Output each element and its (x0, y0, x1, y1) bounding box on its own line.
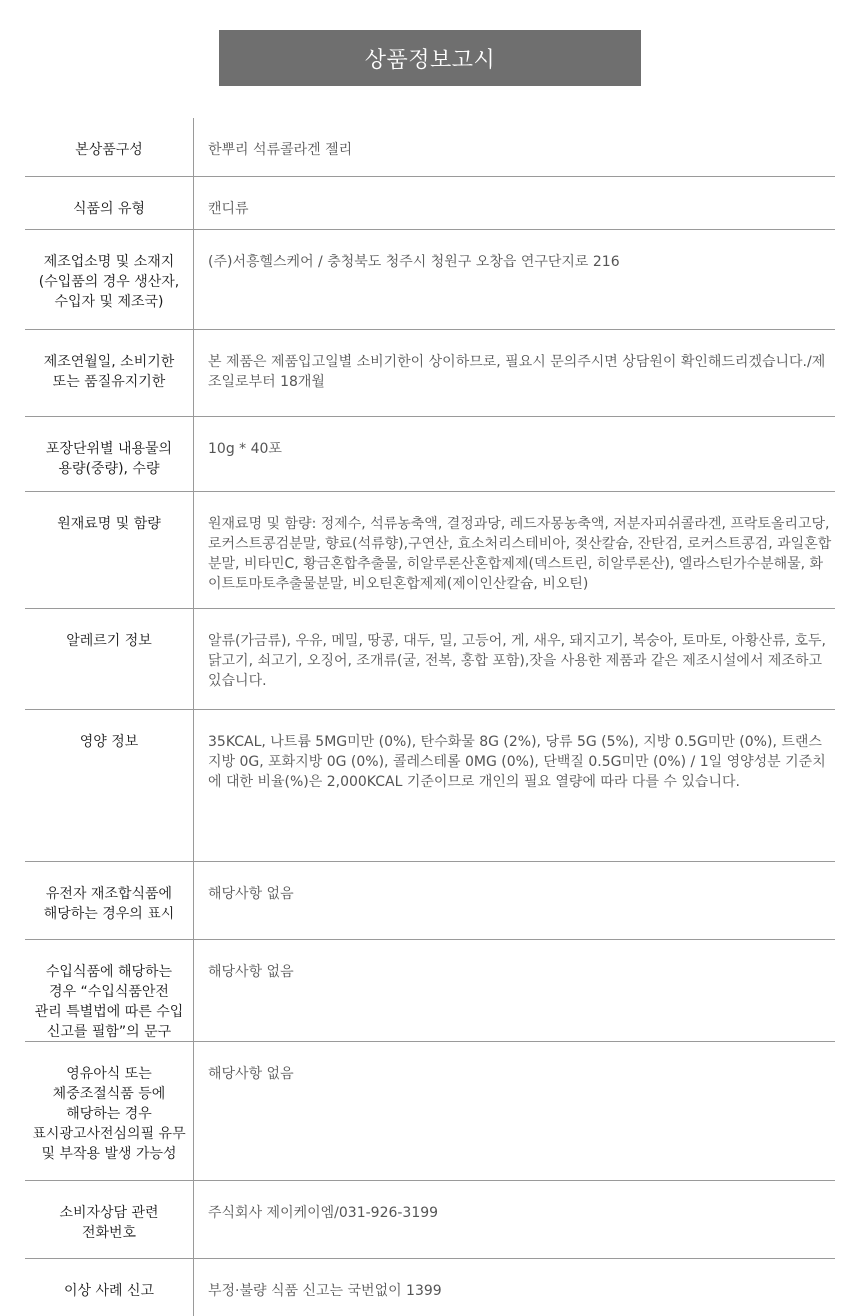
row-value: 주식회사 제이케이엠/031-926-3199 (208, 1205, 439, 1221)
row-label: 제조연월일, 소비기한 또는 품질유지기한 (25, 330, 194, 416)
row-value: 해당사항 없음 (208, 886, 294, 902)
row-value: 해당사항 없음 (208, 964, 294, 980)
table-row (25, 1181, 835, 1259)
row-value: 캔디류 (208, 201, 249, 217)
row-value: 35KCAL, 나트륨 5MG미만 (0%), 탄수화물 8G (2%), 당류 5G (5%), 지방 0.5G미만 (0%), 트랜스지방 0G, 포화지방 0G (0%), 콜레스테롤 0MG (0%), 단백질 0.5G미만 (0%) / 1일 영양성분 기준치에 대한 비율(%)은 2,000KCAL 기준이므로 개인의 필요 열량에 따라 다를 수 있습니다. (208, 734, 826, 790)
table-row (25, 417, 835, 492)
table-row (25, 118, 835, 177)
product-info-table (25, 118, 835, 1316)
table-row (25, 940, 835, 1042)
row-label: 알레르기 정보 (25, 609, 194, 709)
table-row (25, 862, 835, 940)
table-row (25, 710, 835, 862)
table-row (25, 177, 835, 230)
row-label: 소비자상담 관련 전화번호 (25, 1181, 194, 1258)
row-label: 포장단위별 내용물의 용량(중량), 수량 (25, 417, 194, 491)
row-label: 수입식품에 해당하는 경우 “수입식품안전 관리 특별법에 따른 수입 신고를 필함”의 문구 (25, 940, 194, 1041)
row-label: 원재료명 및 함량 (25, 492, 194, 608)
row-value: (주)서흥헬스케어 / 충청북도 청주시 청원구 오창읍 연구단지로 216 (208, 254, 620, 270)
row-value: 부정·불량 식품 신고는 국번없이 1399 (208, 1283, 442, 1299)
row-value: 본 제품은 제품입고일별 소비기한이 상이하므로, 필요시 문의주시면 상담원이 확인해드리겠습니다./제조일로부터 18개월 (208, 354, 826, 390)
row-label: 영양 정보 (25, 710, 194, 861)
table-row (25, 609, 835, 710)
row-value: 알류(가금류), 우유, 메밀, 땅콩, 대두, 밀, 고등어, 게, 새우, 돼지고기, 복숭아, 토마토, 아황산류, 호두, 닭고기, 쇠고기, 오징어, 조개류(굴, 전복, 홍합 포함),잣을 사용한 제품과 같은 제조시설에서 제조하고 있습니다. (208, 633, 826, 689)
table-row (25, 230, 835, 330)
row-label: 유전자 재조합식품에 해당하는 경우의 표시 (25, 862, 194, 939)
row-value: 10g * 40포 (208, 441, 282, 457)
row-label: 이상 사례 신고 (25, 1259, 194, 1316)
page-title: 상품정보고시 (364, 47, 496, 73)
row-label: 본상품구성 (25, 118, 194, 176)
table-row (25, 1042, 835, 1181)
row-label: 제조업소명 및 소재지 (수입품의 경우 생산자, 수입자 및 제조국) (25, 230, 194, 329)
row-value: 원재료명 및 함량: 정제수, 석류농축액, 결정과당, 레드자몽농축액, 저분자피쉬콜라겐, 프락토올리고당, 로커스트콩검분말, 향료(석류향),구연산, 효소처리스테비아, 젖산칼슘, 잔탄검, 로커스트콩검, 과일혼합분말, 비타민C, 황금혼합추출물, 히알루론산혼합제제(덱스트린, 히알루론산), 엘라스틴가수분해물, 화이트토마토추출물분말, 비오틴혼합제제(제이인산칼슘, 비오틴) (208, 516, 832, 592)
row-value: 한뿌리 석류콜라겐 젤리 (208, 142, 353, 158)
header-banner (219, 30, 641, 86)
row-label: 식품의 유형 (25, 177, 194, 229)
table-row (25, 330, 835, 417)
table-row (25, 1259, 835, 1316)
row-label: 영유아식 또는 체중조절식품 등에 해당하는 경우 표시광고사전심의필 유무 및 부작용 발생 가능성 (25, 1042, 194, 1180)
row-value: 해당사항 없음 (208, 1066, 294, 1082)
table-row (25, 492, 835, 609)
